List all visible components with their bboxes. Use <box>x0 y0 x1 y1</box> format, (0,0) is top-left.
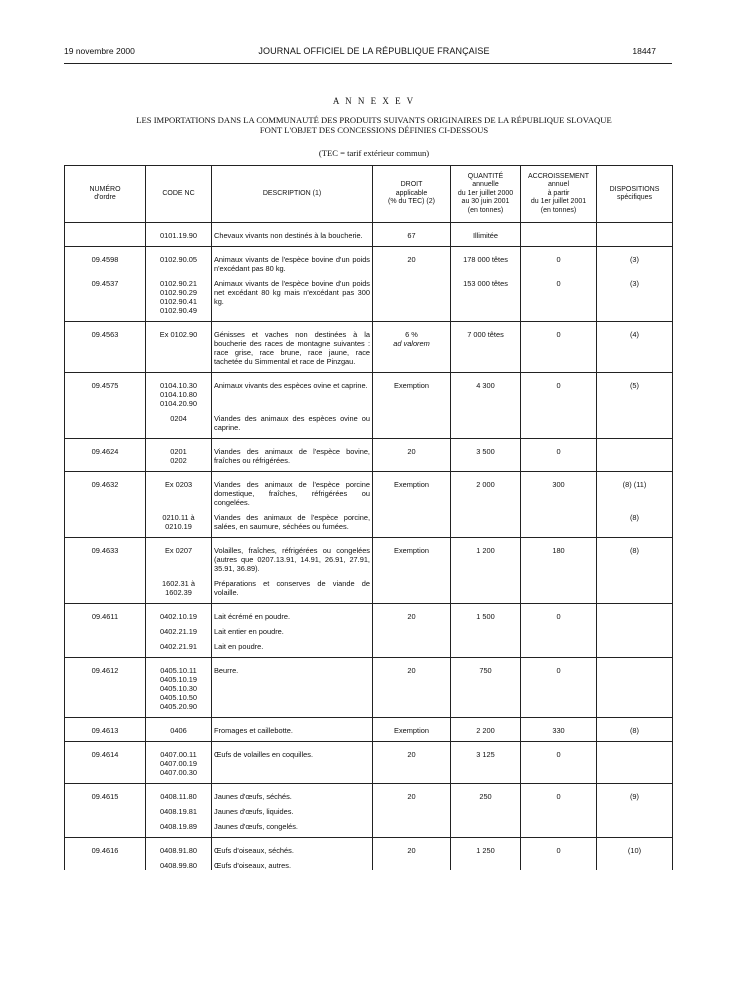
droit-cell: Exemption <box>373 718 451 742</box>
dispositions-cell <box>597 604 673 622</box>
accroissement-cell <box>521 636 597 658</box>
numero-cell: 09.4613 <box>65 718 146 742</box>
quantite-cell <box>451 636 521 658</box>
numero-cell <box>65 636 146 658</box>
description-cell: Jaunes d'œufs, congelés. <box>212 816 373 838</box>
code-cell: 0102.90.05 <box>146 247 212 274</box>
quantite-cell <box>451 573 521 604</box>
accroissement-cell <box>521 573 597 604</box>
dispositions-cell: (3) <box>597 247 673 274</box>
code-cell: 1602.31 à 1602.39 <box>146 573 212 604</box>
numero-cell <box>65 573 146 604</box>
droit-cell: 20 <box>373 658 451 718</box>
table-row <box>65 604 673 622</box>
table-row <box>65 247 673 274</box>
accroissement-cell <box>521 855 597 870</box>
accroissement-cell: 0 <box>521 604 597 622</box>
numero-cell <box>65 855 146 870</box>
description-cell: Œufs de volailles en coquilles. <box>212 742 373 784</box>
numero-cell <box>65 816 146 838</box>
code-cell: Ex 0207 <box>146 538 212 574</box>
header-rule <box>64 63 672 64</box>
code-cell: 0201 0202 <box>146 439 212 472</box>
description-cell: Œufs d'oiseaux, séchés. <box>212 838 373 856</box>
accroissement-cell: 0 <box>521 247 597 274</box>
dispositions-cell <box>597 439 673 472</box>
droit-cell: 20 <box>373 247 451 274</box>
numero-cell <box>65 507 146 538</box>
code-cell: 0101.19.90 <box>146 223 212 247</box>
quantite-cell: 250 <box>451 784 521 802</box>
table-row <box>65 439 673 472</box>
numero-cell: 09.4616 <box>65 838 146 856</box>
quantite-cell: 2 200 <box>451 718 521 742</box>
description-cell: Fromages et caillebotte. <box>212 718 373 742</box>
table-row <box>65 472 673 508</box>
droit-cell: 20 <box>373 439 451 472</box>
droit-cell <box>373 273 451 322</box>
description-cell: Lait en poudre. <box>212 636 373 658</box>
header-journal-title: JOURNAL OFFICIEL DE LA RÉPUBLIQUE FRANÇAISE <box>258 46 490 56</box>
numero-cell <box>65 801 146 816</box>
column-header-accroissement: ACCROISSEMENT annuel à partir du 1er juillet 2001 (en tonnes) <box>521 166 597 223</box>
code-cell: 0210.11 à 0210.19 <box>146 507 212 538</box>
description-cell: Viandes des animaux de l'espèce porcine, salées, en saumure, séchées ou fumées. <box>212 507 373 538</box>
dispositions-cell <box>597 742 673 784</box>
dispositions-cell: (4) <box>597 322 673 373</box>
description-cell: Jaunes d'œufs, séchés. <box>212 784 373 802</box>
quantite-cell: 153 000 têtes <box>451 273 521 322</box>
droit-cell: Exemption <box>373 373 451 409</box>
dispositions-cell: (3) <box>597 273 673 322</box>
droit-cell: 67 <box>373 223 451 247</box>
quantite-cell: 3 500 <box>451 439 521 472</box>
description-cell: Animaux vivants des espèces ovine et caprine. <box>212 373 373 409</box>
table-row <box>65 621 673 636</box>
code-cell: 0408.91.80 <box>146 838 212 856</box>
numero-cell <box>65 408 146 439</box>
code-cell: 0406 <box>146 718 212 742</box>
droit-cell <box>373 573 451 604</box>
accroissement-cell: 300 <box>521 472 597 508</box>
table-row <box>65 507 673 538</box>
dispositions-cell <box>597 855 673 870</box>
tec-note: (TEC = tarif extérieur commun) <box>318 148 430 158</box>
dispositions-cell <box>597 816 673 838</box>
table-row <box>65 718 673 742</box>
description-cell: Œufs d'oiseaux, autres. <box>212 855 373 870</box>
table-row <box>65 573 673 604</box>
dispositions-cell: (8) <box>597 718 673 742</box>
quantite-cell <box>451 507 521 538</box>
code-cell: 0405.10.11 0405.10.19 0405.10.30 0405.10.50 0405.20.90 <box>146 658 212 718</box>
table-row <box>65 273 673 322</box>
droit-cell <box>373 621 451 636</box>
table-row <box>65 855 673 870</box>
dispositions-cell: (9) <box>597 784 673 802</box>
dispositions-cell <box>597 408 673 439</box>
dispositions-cell <box>597 621 673 636</box>
table-row <box>65 538 673 574</box>
description-cell: Viandes des animaux de l'espèce porcine domestique, fraîches, réfrigérées ou congelées. <box>212 472 373 508</box>
column-header-quantite: QUANTITÉ annuelle du 1er juillet 2000 au 30 juin 2001 (en tonnes) <box>451 166 521 223</box>
numero-cell: 09.4611 <box>65 604 146 622</box>
quantite-cell <box>451 816 521 838</box>
quantite-cell <box>451 408 521 439</box>
code-cell: 0408.19.81 <box>146 801 212 816</box>
dispositions-cell <box>597 223 673 247</box>
droit-cell <box>373 855 451 870</box>
quantite-cell: 2 000 <box>451 472 521 508</box>
code-cell: 0407.00.11 0407.00.19 0407.00.30 <box>146 742 212 784</box>
dispositions-cell <box>597 801 673 816</box>
droit-cell <box>373 507 451 538</box>
accroissement-cell <box>521 408 597 439</box>
header-date: 19 novembre 2000 <box>64 46 135 56</box>
table-row <box>65 658 673 718</box>
accroissement-cell: 0 <box>521 838 597 856</box>
numero-cell: 09.4598 <box>65 247 146 274</box>
accroissement-cell <box>521 816 597 838</box>
description-cell: Animaux vivants de l'espèce bovine d'un poids net excédant 80 kg mais n'excédant pas 300 kg. <box>212 273 373 322</box>
table-row <box>65 223 673 247</box>
code-cell: 0204 <box>146 408 212 439</box>
annex-title: A N N E X E V <box>332 96 416 106</box>
numero-cell: 09.4537 <box>65 273 146 322</box>
numero-cell: 09.4632 <box>65 472 146 508</box>
quantite-cell: 1 500 <box>451 604 521 622</box>
description-cell: Lait écrémé en poudre. <box>212 604 373 622</box>
accroissement-cell <box>521 801 597 816</box>
accroissement-cell: 0 <box>521 784 597 802</box>
droit-cell: 6 % ad valorem <box>373 322 451 373</box>
table-row <box>65 322 673 373</box>
header-page-number: 18447 <box>632 46 656 56</box>
description-cell: Chevaux vivants non destinés à la boucherie. <box>212 223 373 247</box>
quantite-cell: 178 000 têtes <box>451 247 521 274</box>
table-row <box>65 784 673 802</box>
quantite-cell: 7 000 têtes <box>451 322 521 373</box>
droit-cell <box>373 816 451 838</box>
droit-cell: 20 <box>373 604 451 622</box>
numero-cell: 09.4612 <box>65 658 146 718</box>
table-row <box>65 816 673 838</box>
droit-cell: 20 <box>373 742 451 784</box>
annex-subtitle-line-2: FONT L'OBJET DES CONCESSIONS DÉFINIES CI-DESSOUS <box>259 125 489 135</box>
numero-cell: 09.4615 <box>65 784 146 802</box>
code-cell: Ex 0203 <box>146 472 212 508</box>
code-cell: Ex 0102.90 <box>146 322 212 373</box>
description-cell: Beurre. <box>212 658 373 718</box>
droit-cell: 20 <box>373 838 451 856</box>
accroissement-cell <box>521 507 597 538</box>
accroissement-cell: 0 <box>521 658 597 718</box>
code-cell: 0402.21.19 <box>146 621 212 636</box>
table-header-row <box>65 166 673 223</box>
table-row <box>65 801 673 816</box>
droit-cell: Exemption <box>373 472 451 508</box>
quantite-cell: 3 125 <box>451 742 521 784</box>
droit-cell <box>373 408 451 439</box>
quantite-cell <box>451 801 521 816</box>
quantite-cell: 750 <box>451 658 521 718</box>
accroissement-cell: 330 <box>521 718 597 742</box>
code-cell: 0408.19.89 <box>146 816 212 838</box>
numero-cell: 09.4624 <box>65 439 146 472</box>
code-cell: 0408.99.80 <box>146 855 212 870</box>
code-cell: 0402.10.19 <box>146 604 212 622</box>
dispositions-cell: (10) <box>597 838 673 856</box>
accroissement-cell: 0 <box>521 439 597 472</box>
quantite-cell <box>451 621 521 636</box>
numero-cell: 09.4575 <box>65 373 146 409</box>
code-cell: 0402.21.91 <box>146 636 212 658</box>
description-cell: Préparations et conserves de viande de volaille. <box>212 573 373 604</box>
dispositions-cell: (8) (11) <box>597 472 673 508</box>
quantite-cell: 1 250 <box>451 838 521 856</box>
column-header-droit: DROIT applicable (% du TEC) (2) <box>373 166 451 223</box>
numero-cell: 09.4563 <box>65 322 146 373</box>
droit-cell <box>373 801 451 816</box>
dispositions-cell: (8) <box>597 507 673 538</box>
droit-cell <box>373 636 451 658</box>
dispositions-cell <box>597 573 673 604</box>
table-row <box>65 838 673 856</box>
numero-cell <box>65 223 146 247</box>
accroissement-cell: 0 <box>521 373 597 409</box>
dispositions-cell: (8) <box>597 538 673 574</box>
description-cell: Viandes des animaux des espèces ovine ou caprine. <box>212 408 373 439</box>
code-cell: 0408.11.80 <box>146 784 212 802</box>
dispositions-cell <box>597 636 673 658</box>
accroissement-cell: 0 <box>521 322 597 373</box>
numero-cell <box>65 621 146 636</box>
column-header-description: DESCRIPTION (1) <box>212 166 373 223</box>
dispositions-cell <box>597 658 673 718</box>
description-cell: Lait entier en poudre. <box>212 621 373 636</box>
table-row <box>65 373 673 409</box>
code-cell: 0102.90.21 0102.90.29 0102.90.41 0102.90.49 <box>146 273 212 322</box>
accroissement-cell: 0 <box>521 273 597 322</box>
quantite-cell: Illimitée <box>451 223 521 247</box>
description-cell: Jaunes d'œufs, liquides. <box>212 801 373 816</box>
code-cell: 0104.10.30 0104.10.80 0104.20.90 <box>146 373 212 409</box>
description-cell: Génisses et vaches non destinées à la boucherie des races de montagne suivantes : race grise, race brune, race jaune, race tachetée du Simmental et race de Pinzgau. <box>212 322 373 373</box>
description-cell: Volailles, fraîches, réfrigérées ou congelées (autres que 0207.13.91, 14.91, 26.91, 27.91, 35.91, 36.89). <box>212 538 373 574</box>
accroissement-cell <box>521 223 597 247</box>
column-header-code: CODE NC <box>146 166 212 223</box>
droit-cell: Exemption <box>373 538 451 574</box>
quantite-cell <box>451 855 521 870</box>
column-header-numero: NUMÉRO d'ordre <box>65 166 146 223</box>
annex-subtitle-line-1: LES IMPORTATIONS DANS LA COMMUNAUTÉ DES PRODUITS SUIVANTS ORIGINAIRES DE LA RÉPUBLIQUE SLOVAQUE <box>136 115 612 125</box>
dispositions-cell: (5) <box>597 373 673 409</box>
concessions-table <box>64 165 673 870</box>
table-row <box>65 636 673 658</box>
accroissement-cell: 0 <box>521 742 597 784</box>
table-row <box>65 742 673 784</box>
droit-cell: 20 <box>373 784 451 802</box>
numero-cell: 09.4633 <box>65 538 146 574</box>
column-header-dispositions: DISPOSITIONS spécifiques <box>597 166 673 223</box>
table-row <box>65 408 673 439</box>
quantite-cell: 4 300 <box>451 373 521 409</box>
description-cell: Viandes des animaux de l'espèce bovine, fraîches ou réfrigérées. <box>212 439 373 472</box>
table-body <box>65 223 673 871</box>
description-cell: Animaux vivants de l'espèce bovine d'un poids n'excédant pas 80 kg. <box>212 247 373 274</box>
quantite-cell: 1 200 <box>451 538 521 574</box>
accroissement-cell <box>521 621 597 636</box>
numero-cell: 09.4614 <box>65 742 146 784</box>
accroissement-cell: 180 <box>521 538 597 574</box>
annex-subtitle <box>90 115 658 135</box>
